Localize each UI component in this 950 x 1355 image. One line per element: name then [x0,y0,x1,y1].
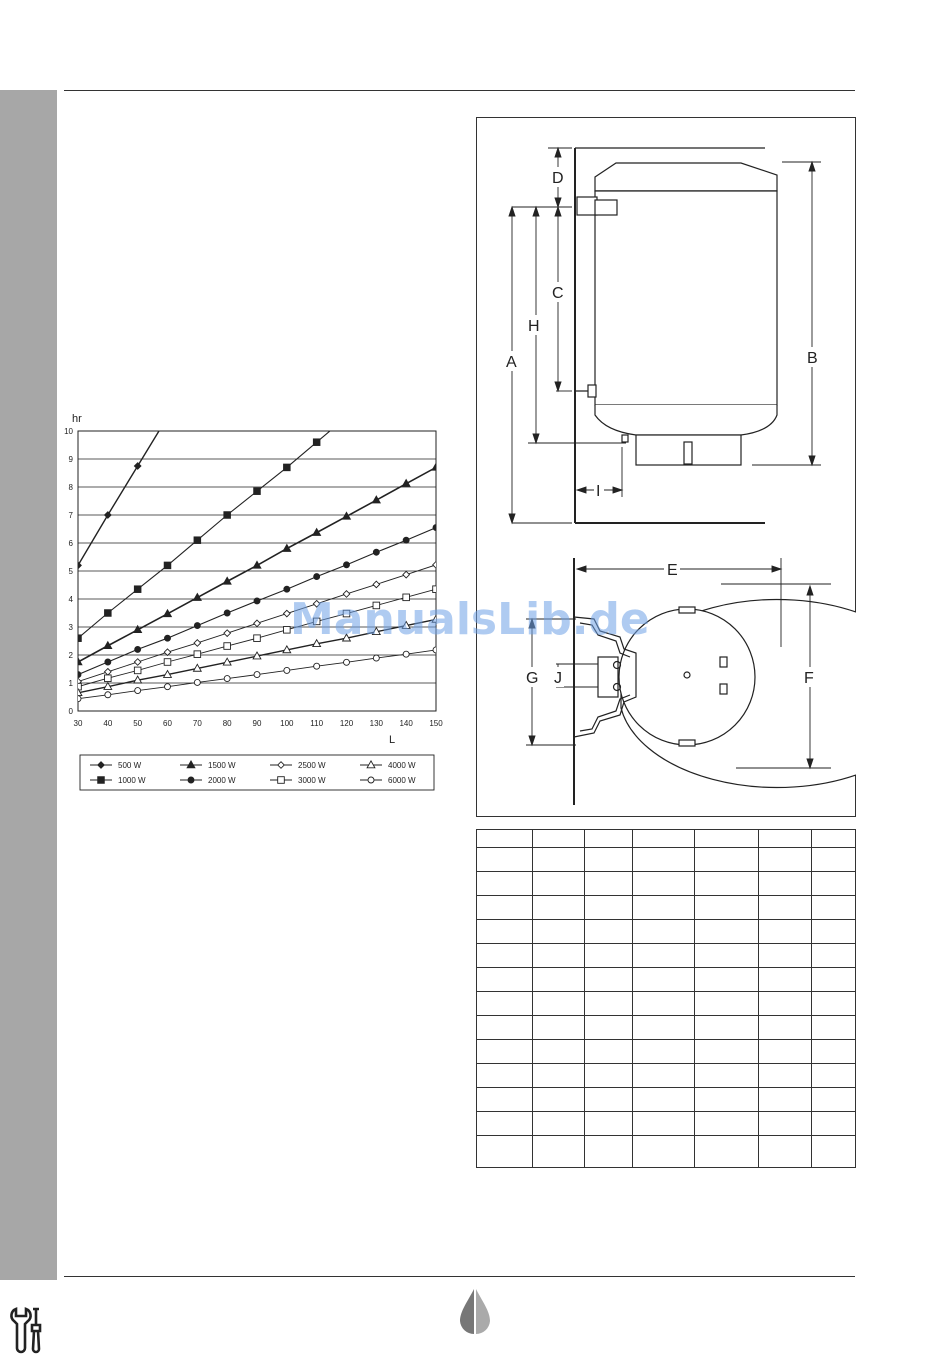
watermark: ManualsLib.de [290,594,650,645]
table-row [477,992,856,1016]
data-point [254,488,261,495]
table-cell [694,1112,758,1136]
table-cell [633,896,695,920]
table-row [477,872,856,896]
table-cell [811,848,855,872]
table-cell [758,872,811,896]
y-tick-label: 2 [68,651,73,660]
table-cell [633,830,695,848]
data-point [105,659,111,665]
table-cell [584,1112,632,1136]
y-tick-label: 3 [68,623,73,632]
table-cell [584,944,632,968]
table-cell [584,1040,632,1064]
y-tick-label: 4 [68,595,73,604]
x-tick-label: 90 [252,719,262,728]
table-cell [532,992,584,1016]
table-cell [811,1064,855,1088]
table-cell [633,1136,695,1168]
table-cell [694,872,758,896]
table-cell [633,992,695,1016]
table-cell [811,1112,855,1136]
table-cell [532,1040,584,1064]
table-cell [758,1136,811,1168]
x-tick-label: 100 [280,719,294,728]
table-cell [758,944,811,968]
y-tick-label: 6 [68,539,73,548]
data-point [313,439,320,446]
legend-label: 4000 W [388,761,416,770]
label-c: C [552,285,564,302]
table-cell [694,1088,758,1112]
data-point [224,512,231,519]
label-a: A [506,354,517,371]
label-e: E [667,562,678,579]
table-cell [532,944,584,968]
table-cell [477,1016,533,1040]
data-point [403,537,409,543]
data-point [224,676,230,682]
table-cell [633,968,695,992]
label-i: I [596,483,601,500]
legend-marker [98,777,105,784]
data-point [373,655,379,661]
y-tick-label: 0 [68,707,73,716]
table-cell [532,1088,584,1112]
table-row [477,896,856,920]
table-row [477,944,856,968]
data-point [75,635,82,642]
table-cell [633,1112,695,1136]
table-cell [633,920,695,944]
table-cell [584,830,632,848]
data-point [165,684,171,690]
table-cell [532,848,584,872]
table-cell [532,1136,584,1168]
data-point [105,675,112,682]
table-cell [477,920,533,944]
data-point [284,667,290,673]
data-point [433,525,439,531]
y-tick-label: 8 [68,483,73,492]
data-point [194,537,201,544]
table-cell [694,944,758,968]
data-point [134,667,141,674]
x-axis-label: L [389,734,396,746]
data-point [433,586,440,593]
data-point [224,610,230,616]
table-cell [532,1064,584,1088]
table-cell [694,1016,758,1040]
header-rule [64,90,855,91]
table-cell [584,848,632,872]
table-cell [477,992,533,1016]
data-point [194,623,200,629]
table-cell [532,920,584,944]
table-cell [811,992,855,1016]
side-view [575,148,777,523]
table-cell [811,944,855,968]
data-point [344,659,350,665]
table-cell [477,1088,533,1112]
x-tick-label: 40 [103,719,113,728]
table-cell [633,872,695,896]
data-point [254,598,260,604]
y-tick-label: 10 [64,427,73,436]
table-row [477,1136,856,1168]
table-cell [694,992,758,1016]
legend-label: 500 W [118,761,142,770]
table-row [477,1088,856,1112]
x-tick-label: 140 [399,719,413,728]
data-point [344,562,350,568]
x-tick-label: 50 [133,719,143,728]
table-cell [758,830,811,848]
legend-label: 2500 W [298,761,326,770]
data-point [433,647,439,653]
data-point [105,610,112,617]
table-cell [633,1064,695,1088]
y-axis-label: hr [72,413,82,425]
data-point [254,635,261,642]
table-cell [811,830,855,848]
legend-marker [368,777,374,783]
table-cell [633,1088,695,1112]
table-cell [532,1112,584,1136]
table-cell [477,968,533,992]
table-cell [758,992,811,1016]
dimension-drawing [476,117,856,817]
table-cell [694,1064,758,1088]
table-cell [477,848,533,872]
table-cell [532,968,584,992]
data-point [254,672,260,678]
data-point [314,574,320,580]
data-point [164,562,171,569]
legend-label: 1000 W [118,776,146,785]
x-tick-label: 30 [73,719,83,728]
data-point [135,646,141,652]
table-cell [633,848,695,872]
x-tick-label: 60 [163,719,172,728]
table-cell [532,830,584,848]
table-cell [694,968,758,992]
y-tick-label: 5 [68,567,73,576]
data-point [284,464,291,471]
table-cell [758,920,811,944]
data-point [194,651,201,658]
data-point [75,672,81,678]
table-cell [477,872,533,896]
legend-label: 2000 W [208,776,236,785]
table-cell [584,872,632,896]
data-point [373,549,379,555]
x-tick-label: 80 [222,719,232,728]
label-j: J [554,670,562,687]
data-point [134,586,141,593]
table-row [477,1040,856,1064]
chart-grid [78,431,436,711]
table-cell [694,830,758,848]
table-cell [477,1040,533,1064]
side-tab [0,90,57,1280]
legend-label: 1500 W [208,761,236,770]
footer-rule [64,1276,855,1277]
table-cell [584,968,632,992]
label-g: G [526,670,539,687]
table-cell [584,1136,632,1168]
table-cell [758,1088,811,1112]
table-cell [477,830,533,848]
y-tick-label: 7 [68,511,73,520]
table-cell [694,920,758,944]
table-cell [584,896,632,920]
table-cell [532,896,584,920]
table-cell [633,1040,695,1064]
x-tick-label: 120 [339,719,354,728]
table-row [477,1112,856,1136]
data-point [194,679,200,685]
data-point [75,696,81,702]
table-cell [694,896,758,920]
label-b: B [807,350,818,367]
data-point [164,659,171,666]
table-cell [532,872,584,896]
label-d: D [552,170,564,187]
legend-marker [278,777,285,784]
table-cell [694,848,758,872]
table-row [477,830,856,848]
label-f: F [804,670,814,687]
table-cell [477,1112,533,1136]
table-cell [811,968,855,992]
x-tick-label: 150 [429,719,443,728]
data-point [165,635,171,641]
table-cell [694,1040,758,1064]
table-cell [811,1136,855,1168]
table-cell [532,1016,584,1040]
table-cell [758,968,811,992]
table-cell [811,896,855,920]
table-cell [477,1064,533,1088]
table-cell [584,992,632,1016]
table-cell [584,1088,632,1112]
table-cell [477,944,533,968]
data-point [314,663,320,669]
table-cell [758,1040,811,1064]
x-tick-label: 130 [369,719,384,728]
table-cell [758,1016,811,1040]
table-cell [811,1040,855,1064]
x-tick-label: 70 [192,719,202,728]
table-row [477,1064,856,1088]
table-cell [811,1016,855,1040]
table-cell [633,944,695,968]
label-h: H [528,318,540,335]
table-row [477,848,856,872]
table-row [477,920,856,944]
legend-label: 3000 W [298,776,326,785]
table-cell [758,1064,811,1088]
x-tick-label: 110 [310,719,324,728]
legend-marker [188,777,194,783]
table-cell [758,848,811,872]
brand-drop-logo [458,1287,492,1335]
data-point [135,688,141,694]
table-cell [694,1136,758,1168]
table-cell [633,1016,695,1040]
y-tick-label: 1 [68,679,73,688]
table-row [477,1016,856,1040]
table-cell [584,1064,632,1088]
table-cell [477,1136,533,1168]
data-point [224,643,231,650]
y-tick-label: 9 [68,455,73,464]
table-cell [584,920,632,944]
chart-legend [80,755,434,790]
dimensions-table [476,829,856,1168]
table-cell [811,920,855,944]
legend-label: 6000 W [388,776,416,785]
table-cell [811,1088,855,1112]
table-cell [758,896,811,920]
data-point [284,586,290,592]
data-point [403,651,409,657]
table-row [477,968,856,992]
table-cell [758,1112,811,1136]
table-cell [811,872,855,896]
data-point [105,692,111,698]
table-cell [477,896,533,920]
table-cell [584,1016,632,1040]
